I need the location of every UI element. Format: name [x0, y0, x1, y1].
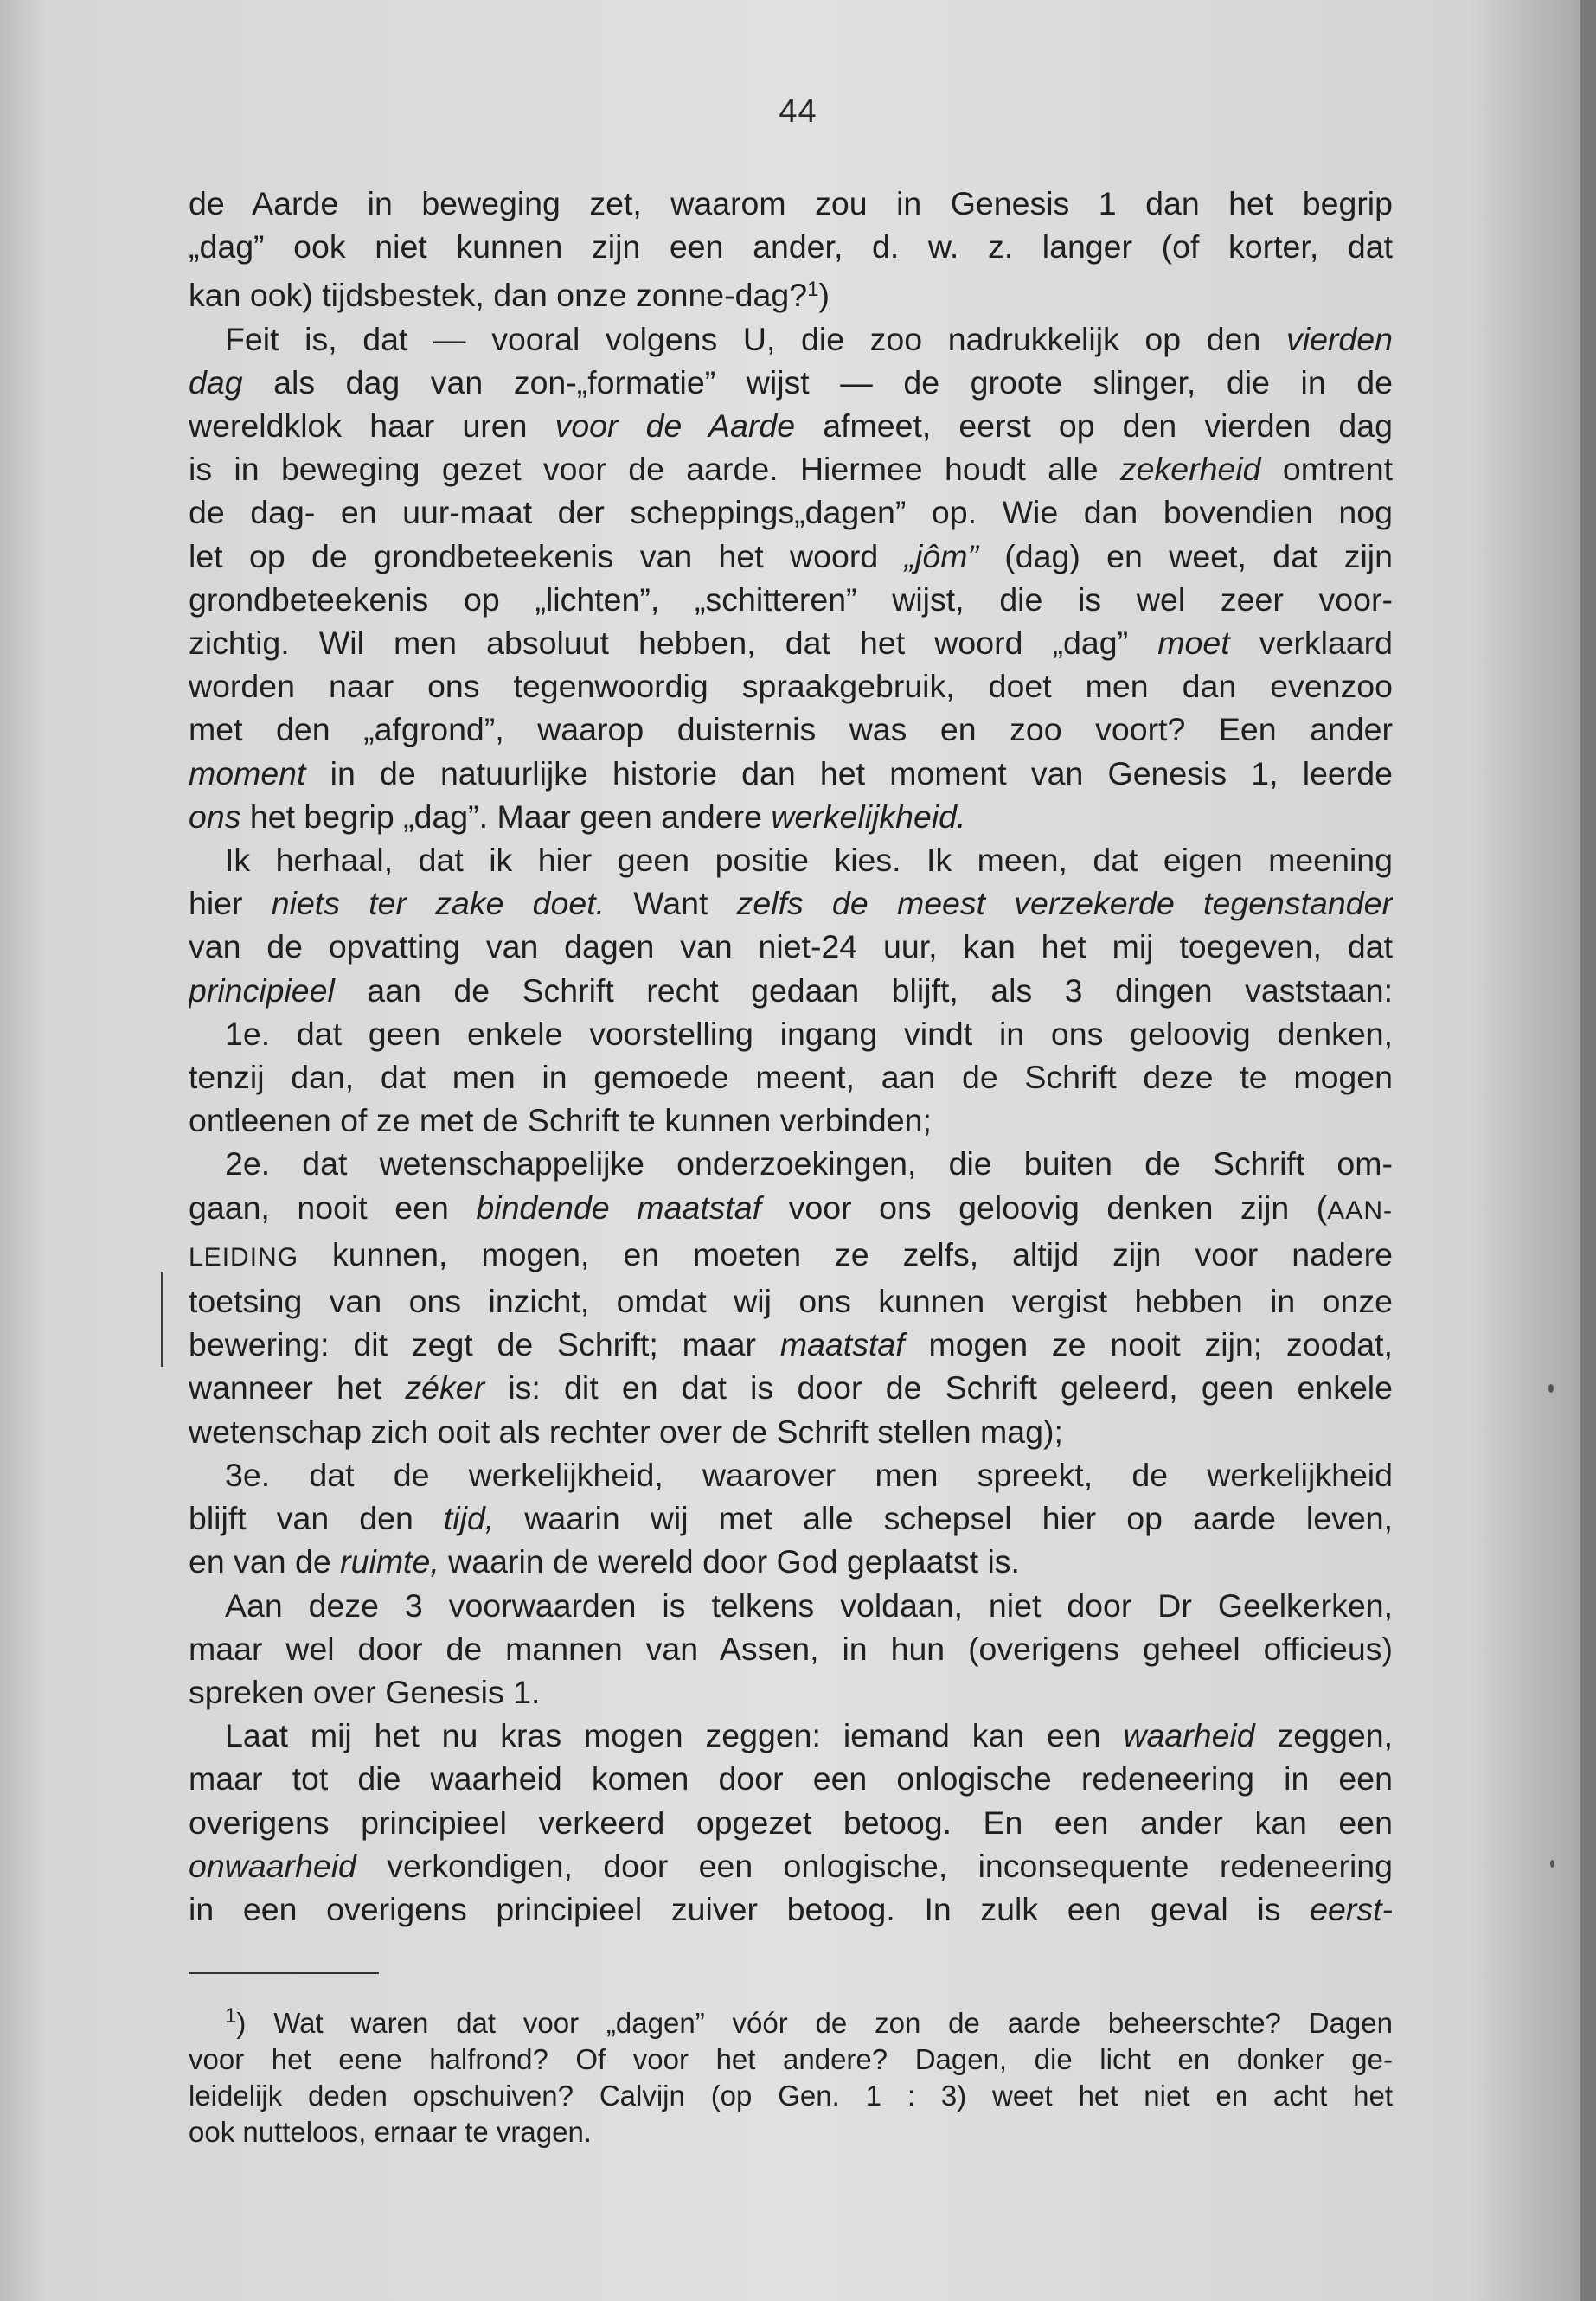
- paragraph: [189, 1012, 1393, 1143]
- paragraph: [189, 838, 1393, 1012]
- text-line: wanneer het zéker is: dit en dat is door de Schrift geleerd, geen enkele: [189, 1369, 1393, 1407]
- paragraph: [189, 1714, 1393, 1931]
- footnote-line: voor het eene halfrond? Of voor het andere? Dagen, die licht en donker ge-: [189, 2043, 1393, 2075]
- text-line: blijft van den tijd, waarin wij met alle schepsel hier op aarde leven,: [189, 1500, 1393, 1537]
- text-line: de dag- en uur-maat der scheppings„dagen” op. Wie dan bovendien nog: [189, 494, 1393, 531]
- text-line: „dag” ook niet kunnen zijn een ander, d. w. z. langer (of korter, dat: [189, 228, 1393, 266]
- footnote-ref: 1: [807, 278, 819, 302]
- text-line: maar tot die waarheid komen door een onlogische redeneering in een: [189, 1760, 1393, 1798]
- body-text: [189, 182, 1393, 1931]
- text-line: moment in de natuurlijke historie dan het moment van Genesis 1, leerde: [189, 754, 1393, 792]
- text-line: wereldklok haar uren voor de Aarde afmeet, eerst op den vierden dag: [189, 407, 1393, 445]
- text-line: toetsing van ons inzicht, omdat wij ons kunnen vergist hebben in onze: [189, 1283, 1393, 1320]
- footnote: [189, 1998, 1393, 2150]
- footnote-line: $^1$) Wat waren dat voor „dagen” vóór de zon de aarde beheerschte? Dagen: [225, 2004, 1393, 2039]
- text-line: worden naar ons tegenwoordig spraakgebruik, doet men dan evenzoo: [189, 668, 1393, 705]
- text-line: grondbeteekenis op „lichten”, „schitteren” wijst, die is wel zeer voor-: [189, 580, 1393, 618]
- scan-speck: [1550, 1860, 1554, 1868]
- text-line: 1e. dat geen enkele voorstelling ingang vindt in ons geloovig denken,: [225, 1015, 1393, 1052]
- text-line: onwaarheid verkondigen, door een onlogische, inconsequente redeneering: [189, 1847, 1393, 1884]
- margin-pencil-mark: [161, 1272, 163, 1367]
- text-line: hier niets ter zake doet. Want zelfs de meest verzekerde tegenstander: [189, 885, 1393, 922]
- text-line: let op de grondbeteekenis van het woord „jôm” (dag) en weet, dat zijn: [189, 537, 1393, 574]
- footnote-line: leidelijk deden opschuiven? Calvijn (op Gen. 1 : 3) weet het niet en acht het: [189, 2080, 1393, 2112]
- paragraph: [189, 1142, 1393, 1452]
- text-line: in een overigens principieel zuiver betoog. In zulk een geval is eerst-: [189, 1890, 1393, 1927]
- paragraph: [189, 182, 1393, 317]
- text-line: de Aarde in beweging zet, waarom zou in Genesis 1 dan het begrip: [189, 185, 1393, 221]
- text-line: LEIDING kunnen, mogen, en moeten ze zelfs, altijd zijn voor nadere: [189, 1235, 1393, 1272]
- text-line: met den „afgrond”, waarop duisternis was en zoo voort? Een ander: [189, 711, 1393, 748]
- text-line: van de opvatting van dagen van niet-24 uur, kan het mij toegeven, dat: [189, 928, 1393, 965]
- paragraph: [189, 1453, 1393, 1584]
- text-line: spreken over Genesis 1.: [189, 1673, 541, 1710]
- text-line: kan ook) tijdsbestek, dan onze zonne-dag?$^1$): [189, 277, 830, 314]
- text-line: maar wel door de mannen van Assen, in hun (overigens geheel officieus): [189, 1630, 1393, 1667]
- text-line: overigens principieel verkeerd opgezet betoog. En een ander kan een: [189, 1804, 1393, 1841]
- footnote-marker: 1: [225, 2004, 237, 2028]
- text-line: wetenschap zich ooit als rechter over de Schrift stellen mag);: [189, 1413, 1063, 1450]
- text-line: ontleenen of ze met de Schrift te kunnen verbinden;: [189, 1102, 932, 1139]
- text-line: 3e. dat de werkelijkheid, waarover men spreekt, de werkelijkheid: [225, 1456, 1393, 1493]
- text-line: ons het begrip „dag”. Maar geen andere werkelijkheid.: [189, 798, 966, 835]
- scan-edge: [1580, 0, 1596, 2301]
- text-line: 2e. dat wetenschappelijke onderzoekingen, die buiten de Schrift om-: [225, 1145, 1393, 1183]
- text-line: gaan, nooit een bindende maatstaf voor ons geloovig denken zijn (AAN-: [189, 1189, 1393, 1226]
- text-line: dag als dag van zon-„formatie” wijst — de groote slinger, die in de: [189, 363, 1393, 401]
- text-line: Laat mij het nu kras mogen zeggen: iemand kan een waarheid zeggen,: [225, 1717, 1393, 1754]
- paragraph: [189, 1584, 1393, 1715]
- text-line: Feit is, dat — vooral volgens U, die zoo nadrukkelijk op den vierden: [225, 320, 1393, 357]
- text-line: Ik herhaal, dat ik hier geen positie kies. Ik meen, dat eigen meening: [225, 842, 1393, 879]
- text-line: bewering: dit zegt de Schrift; maar maatstaf mogen ze nooit zijn; zoodat,: [189, 1326, 1393, 1363]
- text-line: principieel aan de Schrift recht gedaan blijft, als 3 dingen vaststaan:: [189, 971, 1393, 1009]
- footnote-rule: [189, 1972, 379, 1974]
- text-line: zichtig. Wil men absoluut hebben, dat het woord „dag” moet verklaard: [189, 625, 1393, 662]
- text-line: Aan deze 3 voorwaarden is telkens voldaan, niet door Dr Geelkerken,: [225, 1586, 1393, 1624]
- text-line: is in beweging gezet voor de aarde. Hiermee houdt alle zekerheid omtrent: [189, 451, 1393, 488]
- text-line: en van de ruimte, waarin de wereld door God geplaatst is.: [189, 1543, 1020, 1580]
- footnote-line: ook nutteloos, ernaar te vragen.: [189, 2116, 592, 2148]
- page-number: 44: [779, 93, 817, 130]
- scan-speck: [1548, 1384, 1554, 1393]
- text-line: tenzij dan, dat men in gemoede meent, aan de Schrift deze te mogen: [189, 1059, 1393, 1096]
- paragraph: [189, 317, 1393, 838]
